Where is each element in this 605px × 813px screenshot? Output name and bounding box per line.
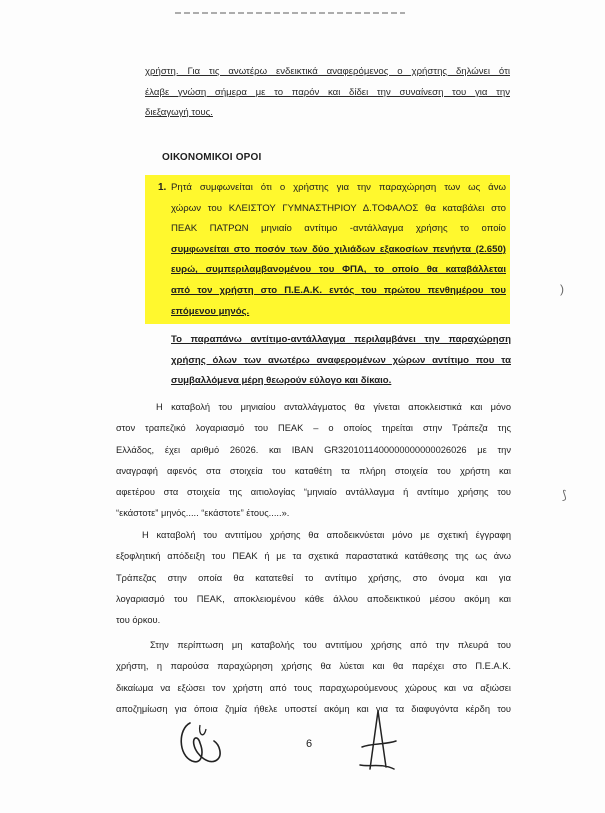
paragraph-line: Η καταβολή του μηνιαίου ανταλλάγματος θα γίνεται αποκλειστικά και μόνο [156,402,511,412]
clause-line: ΠΕΑΚ ΠΑΤΡΩΝ μηνιαίο αντίτιμο -αντάλλαγμα χρήσης το οποίο [171,223,506,235]
note-line: Το παραπάνω αντίτιμο-αντάλλαγμα περιλαμβάνει την παραχώρηση [171,334,511,345]
clause-line: επόμενου μηνός. [171,305,250,317]
clause-line: συμφωνείται στο ποσόν των δύο χιλιάδων εξακοσίων πενήντα (2.650) [171,243,506,255]
paragraph-line: αναγραφή αφενός στα στοιχεία του καταθέτη τα πλήρη στοιχεία του χρήστη και [116,465,511,476]
note-line: συμβαλλόμενα μέρη θεωρούν εύλογο και δίκαιο. [171,375,392,387]
page-number: 6 [306,738,313,750]
note-line: χρήσης όλων των ανωτέρω αναφερομένων χώρων αντίτιμο που τα [171,354,511,366]
paragraph-line: εξοφλητική απόδειξη του ΠΕΑΚ ή με τα σχετικά παραστατικά κατάθεσης της ως άνω [116,551,511,562]
clause-number: 1. [158,182,167,193]
margin-mark-icon: ) [560,282,564,296]
clause-line: ευρώ, συμπεριλαμβανομένου του ΦΠΑ, το οποίο θα καταβάλλεται [171,264,506,276]
intro-line: διεξαγωγή τους. [145,107,213,119]
paragraph-line: Ελλάδος, έχει αριθμό 26026. και IBAN GR3201011400000000000026026 με την [116,444,511,455]
paragraph-line: χρήστη, η παρούσα παραχώρηση χρήσης θα λύεται και θα παρέχει στο Π.Ε.Α.Κ. [116,661,511,672]
paragraph-line: αποζημίωση για όποια ζημία ήθελε υποστεί ακόμη και για τα διαφυγόντα κέρδη του [116,703,511,714]
paragraph-line: Η καταβολή του αντιτίμου χρήσης θα αποδεικνύεται μόνο με σχετική έγγραφη [142,530,511,540]
paragraph-line: λογαριασμό του ΠΕΑΚ, αποκλειομένου κάθε άλλου αποδεικτικού μέσου ακόμη και [116,593,511,604]
paragraph-line: στον τραπεζικό λογαριασμό του ΠΕΑΚ – ο οποίος τηρείται στην Τράπεζα της [116,423,511,434]
paragraph-line: Τράπεζας στην οποία θα κατατεθεί το αντίτιμο χρήσης, στο όνομα και για [116,572,511,583]
payment-paragraph [116,397,511,525]
clause-line: από τον χρήστη στο Π.Ε.Α.Κ. εντός του πρώτου πενθημέρου του [171,284,506,296]
clause-text [171,178,506,322]
paragraph-line: του όρκου. [116,615,161,626]
paragraph-line: “εκάστοτε” μηνός..... “εκάστοτε” έτους.....». [116,508,290,519]
paragraph-line: αφετέρου στα στοιχεία της αιτιολογίας “μηνιαίο αντάλλαγμα ή αντίτιμο χρήσης του [116,487,511,498]
clause-note [171,330,511,392]
intro-line: χρήστη. Για τις ανωτέρω ενδεικτικά αναφερόμενος ο χρήστης δηλώνει ότι [145,66,510,77]
initials-signature-icon [170,715,230,775]
margin-mark-icon: ⟆ [562,488,567,502]
intro-paragraph [145,62,510,124]
default-paragraph [116,635,511,720]
proof-paragraph [116,525,511,631]
scan-artifact [175,12,405,14]
clause-line: χώρων του ΚΛΕΙΣΤΟΥ ΓΥΜΝΑΣΤΗΡΙΟΥ Δ.ΤΟΦΑΛΟΣ θα καταβάλει στο [171,202,506,214]
intro-line: έλαβε γνώση σήμερα με το παρόν και δίδει την συναίνεση του για την [145,86,510,98]
signature-icon [352,707,402,777]
section-heading: ΟΙΚΟΝΟΜΙΚΟΙ ΟΡΟΙ [162,152,262,163]
paragraph-line: Στην περίπτωση μη καταβολής του αντιτίμου χρήσης από την πλευρά του [150,640,511,650]
paragraph-line: δικαίωμα να εξώσει τον χρήστη από τους παραχωρούμενους χώρους και να αξιώσει [116,682,511,693]
clause-line: Ρητά συμφωνείται ότι ο χρήστης για την παραχώρηση των ως άνω [171,182,506,193]
